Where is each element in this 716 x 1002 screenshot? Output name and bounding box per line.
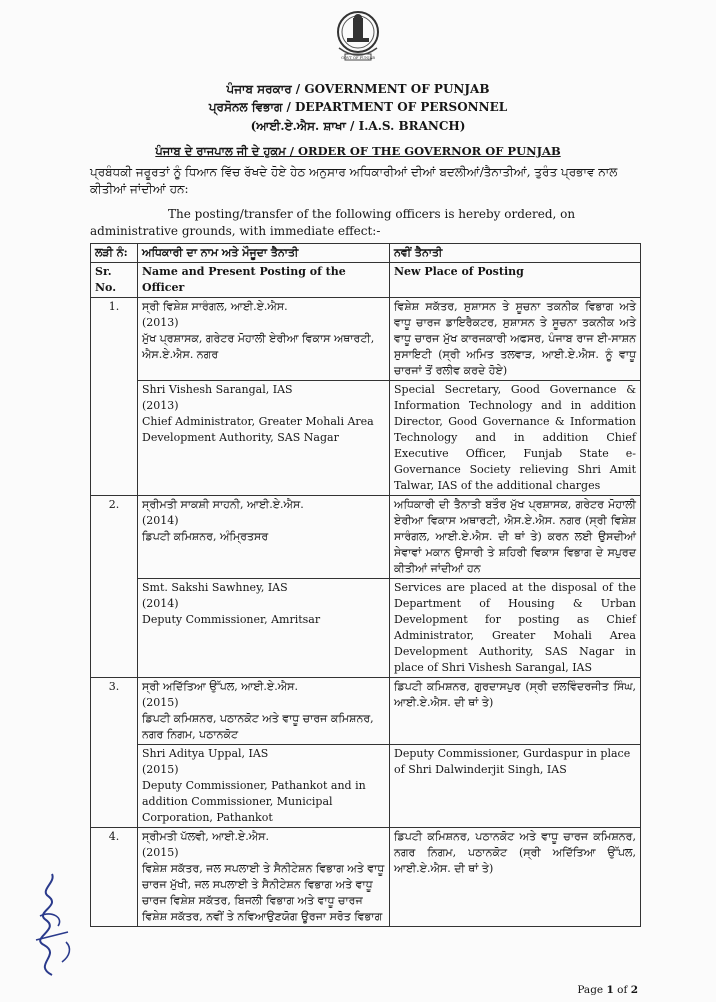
new-posting-en: Special Secretary, Good Governance & Information Technology and in addition Director, Good Governance & Information Technology and in addition Chief Executive Officer, Funjab State e-Governance Society relieving Shri Amit Talwar, IAS of the additional charges [390,381,641,496]
officer-post-en: Deputy Commissioner, Amritsar [142,613,321,626]
officer-post-en: Chief Administrator, Greater Mohali Area Development Authority, SAS Nagar [142,415,374,444]
table-row [91,298,641,381]
government-title: ਪੰਜਾਬ ਸਰਕਾਰ / GOVERNMENT OF PUNJAB [226,82,490,96]
table-row [91,496,641,579]
department-title: ਪ੍ਰਸੋਨਲ ਵਿਭਾਗ / DEPARTMENT OF PERSONNEL [208,100,508,114]
total-pages: 2 [630,984,638,996]
header-sr-en: Sr. No. [91,263,138,298]
officer-english [138,745,390,828]
officer-name-en: Shri Aditya Uppal, IAS [142,747,269,760]
officer-post-pa: ਮੁੱਖ ਪ੍ਰਸ਼ਾਸਕ, ਗਰੇਟਰ ਮੋਹਾਲੀ ਏਰੀਆ ਵਿਕਾਸ ਅਥਾਰਟੀ, ਐਸ.ਏ.ਐਸ. ਨਗਰ [142,332,375,361]
posting-table [90,243,641,927]
new-posting-pa: ਵਿਸ਼ੇਸ਼ ਸਕੱਤਰ, ਸੁਸ਼ਾਸਨ ਤੇ ਸੂਚਨਾ ਤਕਨੀਕ ਵਿਭਾਗ ਅਤੇ ਵਾਧੂ ਚਾਰਜ ਡਾਇਰੈਕਟਰ, ਸੁਸ਼ਾਸਨ ਤੇ ਸੂਚਨਾ ਤਕਨੀਕ ਅਤੇ ਵਾਧੂ ਚਾਰਜ ਮੁੱਖ ਕਾਰਜਕਾਰੀ ਅਫਸਰ, ਪੰਜਾਬ ਰਾਜ ਈ-ਸਾਸ਼ਨ ਸੁਸਾਇਟੀ (ਸ੍ਰੀ ਅਮਿਤ ਤਲਵਾੜ, ਆਈ.ਏ.ਐਸ. ਨੂੰ ਵਾਧੂ ਚਾਰਜਾਂ ਤੋਂ ਰਲੀਵ ਕਰਦੇ ਹੋਏ) [390,298,641,381]
officer-post-pa: ਡਿਪਟੀ ਕਮਿਸ਼ਨਰ, ਅੰਮ੍ਰਿਤਸਰ [142,530,269,543]
branch-title: (ਆਈ.ਏ.ਐਸ. ਸ਼ਾਖਾ / I.A.S. BRANCH) [250,119,466,133]
officer-batch-en: (2015) [142,763,179,776]
new-posting-pa: ਡਿਪਟੀ ਕਮਿਸ਼ਨਰ, ਪਠਾਨਕੋਟ ਅਤੇ ਵਾਧੂ ਚਾਰਜ ਕਮਿਸ਼ਨਰ, ਨਗਰ ਨਿਗਮ, ਪਠਾਨਕੋਟ (ਸ੍ਰੀ ਅਦਿੱਤਿਆ ਉੱਪਲ, ਆਈ.ਏ.ਐਸ. ਦੀ ਥਾਂ ਤੇ) [390,828,641,927]
officer-english [138,579,390,678]
order-heading: ਪੰਜਾਬ ਦੇ ਰਾਜਪਾਲ ਜੀ ਦੇ ਹੁਕਮ / ORDER OF THE GOVERNOR OF PUNJAB [155,144,561,158]
sr-number: 3. [91,678,138,828]
officer-name-pa: ਸ੍ਰੀਮਤੀ ਸਾਕਸ਼ੀ ਸਾਹਨੀ, ਆਈ.ਏ.ਐਸ. [142,498,304,511]
officer-punjabi [138,828,390,927]
sr-number: 4. [91,828,138,927]
officer-batch-pa: (2013) [142,316,179,329]
header-name-en: Name and Present Posting of the Officer [138,263,390,298]
state-emblem-icon [331,8,385,80]
intro-punjabi: ਪ੍ਰਬੰਧਕੀ ਜਰੂਰਤਾਂ ਨੂੰ ਧਿਆਨ ਵਿੱਚ ਰੱਖਦੇ ਹੋਏ ਹੇਠ ਅਨੁਸਾਰ ਅਧਿਕਾਰੀਆਂ ਦੀਆਂ ਬਦਲੀਆਂ/ਤੈਨਾਤੀਆਂ, ਤੁਰੰਤ ਪ੍ਰਭਾਵ ਨਾਲ ਕੀਤੀਆਂ ਜਾਂਦੀਆਂ ਹਨ: [90,165,618,196]
officer-name-pa: ਸ੍ਰੀ ਵਿਸ਼ੇਸ਼ ਸਾਰੰਗਲ, ਆਈ.ਏ.ਐਸ. [142,300,288,313]
header-sr-pa: ਲੜੀ ਨੰ: [91,244,138,263]
intro-english [90,206,650,240]
table-header-english [91,263,641,298]
officer-name-pa: ਸ੍ਰੀਮਤੀ ਪੱਲਵੀ, ਆਈ.ਏ.ਐਸ. [142,830,269,843]
page-sep: of [613,984,631,996]
officer-batch-pa: (2014) [142,514,179,527]
table-row [91,745,641,828]
svg-text:GOVT OF PUNJAB: GOVT OF PUNJAB [341,56,375,60]
officer-post-pa: ਵਿਸ਼ੇਸ਼ ਸਕੱਤਰ, ਜਲ ਸਪਲਾਈ ਤੇ ਸੈਨੀਟੇਸ਼ਨ ਵਿਭਾਗ ਅਤੇ ਵਾਧੂ ਚਾਰਜ ਮੁੱਖੀ, ਜਲ ਸਪਲਾਈ ਤੇ ਸੈਨੀਟੇਸ਼ਨ ਵਿਭਾਗ ਅਤੇ ਵਾਧੂ ਚਾਰਜ ਵਿਸ਼ੇਸ਼ ਸਕੱਤਰ, ਬਿਜਲੀ ਵਿਭਾਗ ਅਤੇ ਵਾਧੂ ਚਾਰਜ ਵਿਸ਼ੇਸ਼ ਸਕੱਤਰ, ਨਵੀਂ ਤੇ ਨਵਿਆਉਣਯੋਗ ਊਰਜਾ ਸਰੋਤ ਵਿਭਾਗ [142,862,385,923]
current-page: 1 [606,984,614,996]
officer-english [138,381,390,496]
new-posting-en: Services are placed at the disposal of the Department of Housing & Urban Development for posting as Chief Administrator, Greater Mohali Area Development Authority, SAS Nagar in place of Shri Vishesh Sarangal, IAS [390,579,641,678]
header-new-pa: ਨਵੀਂ ਤੈਨਾਤੀ [390,244,641,263]
officer-punjabi [138,298,390,381]
header-name-pa: ਅਧਿਕਾਰੀ ਦਾ ਨਾਮ ਅਤੇ ਮੌਜੂਦਾ ਤੈਨਾਤੀ [138,244,390,263]
table-row [91,381,641,496]
officer-punjabi [138,678,390,745]
officer-batch-en: (2014) [142,597,179,610]
officer-post-pa: ਡਿਪਟੀ ਕਮਿਸ਼ਨਰ, ਪਠਾਨਕੋਟ ਅਤੇ ਵਾਧੂ ਚਾਰਜ ਕਮਿਸ਼ਨਰ, ਨਗਰ ਨਿਗਮ, ਪਠਾਨਕੋਟ [142,712,374,741]
header-new-en: New Place of Posting [390,263,641,298]
officer-name-en: Shri Vishesh Sarangal, IAS [142,383,293,396]
sr-number: 2. [91,496,138,678]
new-posting-en: Deputy Commissioner, Gurdaspur in place of Shri Dalwinderjit Singh, IAS [390,745,641,828]
officer-name-pa: ਸ੍ਰੀ ਅਦਿੱਤਿਆ ਉੱਪਲ, ਆਈ.ਏ.ਐਸ. [142,680,298,693]
new-posting-pa: ਡਿਪਟੀ ਕਮਿਸ਼ਨਰ, ਗੁਰਦਾਸਪੁਰ (ਸ੍ਰੀ ਦਲਵਿੰਦਰਜੀਤ ਸਿੰਘ, ਆਈ.ਏ.ਐਸ. ਦੀ ਥਾਂ ਤੇ) [390,678,641,745]
officer-punjabi [138,496,390,579]
handwritten-signature-icon [22,870,82,980]
officer-post-en: Deputy Commissioner, Pathankot and in addition Commissioner, Municipal Corporation, Pathankot [142,779,366,824]
officer-name-en: Smt. Sakshi Sawhney, IAS [142,581,288,594]
page-number [577,984,638,996]
table-row [91,579,641,678]
table-header-punjabi [91,244,641,263]
officer-batch-pa: (2015) [142,846,179,859]
new-posting-pa: ਅਧਿਕਾਰੀ ਦੀ ਤੈਨਾਤੀ ਬਤੌਰ ਮੁੱਖ ਪ੍ਰਸ਼ਾਸਕ, ਗਰੇਟਰ ਮੋਹਾਲੀ ਏਰੀਆ ਵਿਕਾਸ ਅਥਾਰਟੀ, ਐਸ.ਏ.ਐਸ. ਨਗਰ (ਸ੍ਰੀ ਵਿਸ਼ੇਸ਼ ਸਾਰੰਗਲ, ਆਈ.ਏ.ਐਸ. ਦੀ ਥਾਂ ਤੇ) ਕਰਨ ਲਈ ਉਸਦੀਆਂ ਸੇਵਾਵਾਂ ਮਕਾਨ ਉਸਾਰੀ ਤੇ ਸ਼ਹਿਰੀ ਵਿਕਾਸ ਵਿਭਾਗ ਦੇ ਸਪੁਰਦ ਕੀਤੀਆਂ ਜਾਂਦੀਆਂ ਹਨ [390,496,641,579]
sr-number: 1. [91,298,138,496]
page-prefix: Page [577,984,607,996]
table-row [91,828,641,927]
officer-batch-pa: (2015) [142,696,179,709]
table-row [91,678,641,745]
intro-english-text: The posting/transfer of the following officers is hereby ordered, on administrative grounds, with immediate effect:- [90,207,576,238]
officer-batch-en: (2013) [142,399,179,412]
